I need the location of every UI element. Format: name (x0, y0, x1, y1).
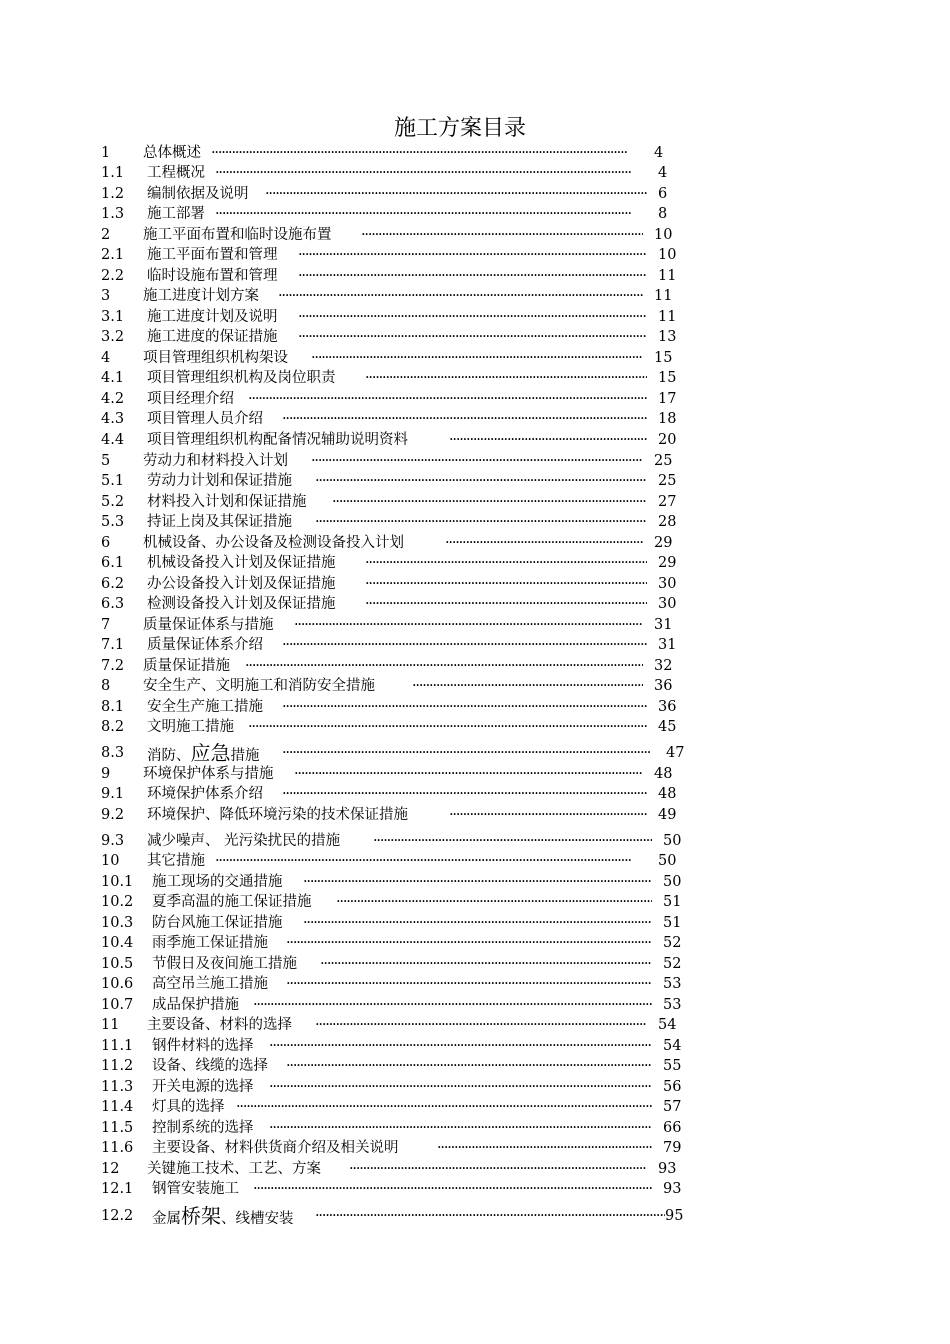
toc-entry-title: 其它措施 (147, 853, 205, 869)
toc-entry (0, 913, 950, 933)
toc-entry-page: 55 (663, 1058, 682, 1074)
toc-entry (0, 553, 950, 573)
toc-leader (215, 851, 647, 871)
toc-entry-page: 4 (654, 145, 664, 161)
toc-entry-number: 11.1 (101, 1038, 134, 1054)
toc-leader (315, 471, 647, 491)
toc-entry-number: 3.1 (101, 309, 125, 325)
toc-entry-number: 4.4 (101, 432, 125, 448)
toc-entry (0, 1138, 950, 1158)
toc-entry-number: 10.2 (101, 894, 134, 910)
toc-entry (0, 512, 950, 532)
toc-entry (0, 676, 950, 696)
toc-entry-title: 项目经理介绍 (147, 391, 234, 407)
toc-leader (320, 954, 652, 974)
toc-entry-title: 文明施工措施 (147, 719, 234, 735)
toc-entry (0, 805, 950, 825)
toc-entry (0, 851, 950, 871)
toc-entry-page: 13 (658, 329, 677, 345)
toc-leader (365, 553, 647, 573)
toc-entry-page: 11 (658, 268, 677, 284)
toc-entry-title: 项目管理组织机构配备情况辅助说明资料 (147, 432, 408, 448)
toc-entry-number: 3 (101, 288, 111, 304)
toc-entry-page: 17 (658, 391, 677, 407)
toc-entry-number: 10.3 (101, 915, 134, 931)
toc-leader (445, 533, 643, 553)
toc-entry-number: 3.2 (101, 329, 125, 345)
toc-leader (294, 764, 643, 784)
toc-entry-page: 4 (658, 165, 668, 181)
toc-leader (286, 974, 652, 994)
toc-entry-page: 47 (666, 745, 685, 761)
toc-entry-number: 6.2 (101, 576, 125, 592)
toc-leader (365, 594, 647, 614)
toc-entry-number: 5.3 (101, 514, 125, 530)
toc-entry-number: 10.5 (101, 956, 134, 972)
toc-entry-title-part: 、线槽安装 (221, 1211, 294, 1227)
toc-entry-number: 7.1 (101, 637, 125, 653)
toc-entry-number: 12.2 (101, 1208, 134, 1224)
toc-entry-number: 8.1 (101, 699, 125, 715)
toc-entry (0, 743, 950, 763)
toc-entry-number: 6.1 (101, 555, 125, 571)
toc-entry-page: 50 (663, 833, 682, 849)
toc-entry (0, 245, 950, 265)
toc-entry-title: 持证上岗及其保证措施 (147, 514, 292, 530)
toc-entry (0, 615, 950, 635)
toc-leader (265, 184, 647, 204)
toc-entry-page: 10 (654, 227, 673, 243)
toc-leader (315, 1206, 665, 1226)
toc-leader (215, 204, 647, 224)
toc-entry-title: 施工平面布置和临时设施布置 (143, 227, 332, 243)
toc-entry (0, 954, 950, 974)
toc-entry-title: 减少噪声、 光污染扰民的措施 (147, 833, 341, 849)
toc-leader (269, 1077, 652, 1097)
toc-leader (298, 266, 647, 286)
toc-entry-title: 编制依据及说明 (147, 186, 249, 202)
toc-entry (0, 764, 950, 784)
toc-entry-title: 工程概况 (147, 165, 205, 181)
toc-entry-page: 52 (663, 956, 682, 972)
toc-entry-page: 25 (654, 453, 673, 469)
toc-entry-page: 79 (663, 1140, 682, 1156)
toc-entry (0, 286, 950, 306)
toc-entry (0, 327, 950, 347)
toc-entry-title: 质量保证措施 (143, 658, 230, 674)
toc-entry (0, 389, 950, 409)
toc-leader (282, 697, 647, 717)
toc-entry-number: 6 (101, 535, 111, 551)
toc-entry (0, 1097, 950, 1117)
toc-entry-title: 总体概述 (143, 145, 201, 161)
toc-entry-title: 成品保护措施 (152, 997, 239, 1013)
toc-leader (373, 831, 652, 851)
toc-entry-number: 11.5 (101, 1120, 134, 1136)
toc-leader (215, 163, 647, 183)
toc-leader (248, 389, 647, 409)
toc-entry-title: 临时设施布置和管理 (147, 268, 278, 284)
toc-entry (0, 266, 950, 286)
toc-leader (236, 1097, 652, 1117)
toc-leader (315, 512, 647, 532)
toc-entry-title: 雨季施工保证措施 (152, 935, 268, 951)
toc-entry-page: 51 (663, 915, 682, 931)
toc-entry-title: 施工部署 (147, 206, 205, 222)
toc-entry (0, 451, 950, 471)
toc-entry (0, 471, 950, 491)
toc-entry-title: 环境保护体系介绍 (147, 786, 263, 802)
toc-entry-page: 53 (663, 997, 682, 1013)
toc-entry (0, 1036, 950, 1056)
toc-entry-number: 11.4 (101, 1099, 134, 1115)
toc-entry (0, 430, 950, 450)
toc-entry (0, 307, 950, 327)
toc-entry (0, 635, 950, 655)
toc-leader (282, 743, 650, 763)
toc-leader (332, 492, 647, 512)
toc-entry-number: 7 (101, 617, 111, 633)
toc-leader (361, 225, 643, 245)
page-title: 施工方案目录 (393, 116, 526, 141)
toc-entry (0, 697, 950, 717)
toc-entry-number: 12 (101, 1161, 120, 1177)
toc-leader (437, 1138, 652, 1158)
toc-entry (0, 974, 950, 994)
toc-entry-number: 11.3 (101, 1079, 134, 1095)
toc-entry-title: 质量保证体系介绍 (147, 637, 263, 653)
toc-entry-number: 2 (101, 227, 111, 243)
toc-entry-title: 灯具的选择 (152, 1099, 225, 1115)
toc-entry-page: 45 (658, 719, 677, 735)
toc-entry-number: 4.2 (101, 391, 125, 407)
toc-entry-title: 劳动力和材料投入计划 (143, 453, 288, 469)
toc-entry-title-part: 金属 (152, 1211, 181, 1227)
toc-entry-page: 48 (654, 766, 673, 782)
toc-leader (449, 430, 647, 450)
toc-entry-title: 施工进度计划方案 (143, 288, 259, 304)
toc-entry-number: 9.3 (101, 833, 125, 849)
toc-entry (0, 533, 950, 553)
toc-entry-page: 10 (658, 247, 677, 263)
toc-leader (303, 913, 652, 933)
toc-entry-title: 办公设备投入计划及保证措施 (147, 576, 336, 592)
toc-entry-page: 93 (658, 1161, 677, 1177)
toc-entry-page: 32 (654, 658, 673, 674)
toc-entry-page: 20 (658, 432, 677, 448)
toc-entry-page: 95 (665, 1208, 684, 1224)
toc-entry-number: 5.1 (101, 473, 125, 489)
toc-entry-title (147, 743, 260, 766)
toc-entry-title: 检测设备投入计划及保证措施 (147, 596, 336, 612)
toc-entry-page: 36 (654, 678, 673, 694)
toc-leader (412, 676, 643, 696)
toc-entry (0, 656, 950, 676)
toc-entry-number: 11.2 (101, 1058, 134, 1074)
toc-leader (365, 368, 647, 388)
toc-entry-title: 施工平面布置和管理 (147, 247, 278, 263)
toc-entry (0, 784, 950, 804)
toc-entry-page: 25 (658, 473, 677, 489)
toc-entry-title: 机械设备、办公设备及检测设备投入计划 (143, 535, 404, 551)
toc-entry (0, 492, 950, 512)
toc-entry-title-part: 措施 (230, 748, 260, 764)
toc-entry-number: 11.6 (101, 1140, 134, 1156)
toc-entry-number: 8.3 (101, 745, 125, 761)
toc-entry-number: 2.2 (101, 268, 125, 284)
toc-entry (0, 892, 950, 912)
toc-entry-title-emphasis: 应急 (190, 741, 231, 765)
toc-entry (0, 225, 950, 245)
toc-entry (0, 184, 950, 204)
toc-entry (0, 1159, 950, 1179)
toc-entry-page: 11 (658, 309, 677, 325)
toc-entry-page: 18 (658, 411, 677, 427)
toc-entry-page: 53 (663, 976, 682, 992)
toc-leader (298, 307, 647, 327)
toc-entry (0, 933, 950, 953)
toc-entry-number: 4.3 (101, 411, 125, 427)
toc-entry-number: 12.1 (101, 1181, 134, 1197)
toc-leader (294, 615, 643, 635)
toc-entry (0, 1118, 950, 1138)
toc-leader (298, 327, 647, 347)
toc-entry-number: 9 (101, 766, 111, 782)
toc-entry (0, 1056, 950, 1076)
toc-leader (253, 995, 652, 1015)
toc-entry (0, 163, 950, 183)
toc-entry (0, 204, 950, 224)
toc-entry-title: 钢件材料的选择 (152, 1038, 254, 1054)
toc-leader (303, 872, 652, 892)
toc-entry (0, 368, 950, 388)
toc-entry-number: 1.3 (101, 206, 125, 222)
toc-entry-title: 材料投入计划和保证措施 (147, 494, 307, 510)
toc-entry-page: 30 (658, 596, 677, 612)
toc-entry (0, 995, 950, 1015)
toc-entry-page: 50 (663, 874, 682, 890)
toc-entry (0, 143, 950, 163)
toc-entry-page: 6 (658, 186, 668, 202)
toc-entry-title: 施工进度的保证措施 (147, 329, 278, 345)
toc-entry-number: 4.1 (101, 370, 125, 386)
toc-entry-number: 11 (101, 1017, 120, 1033)
toc-leader (253, 1179, 652, 1199)
toc-entry-title: 主要设备、材料的选择 (147, 1017, 292, 1033)
toc-entry-title: 钢管安装施工 (152, 1181, 239, 1197)
toc-entry-page: 49 (658, 807, 677, 823)
toc-entry-page: 93 (663, 1181, 682, 1197)
toc-entry-page: 15 (658, 370, 677, 386)
toc-entry-title: 夏季高温的施工保证措施 (152, 894, 312, 910)
toc-entry-page: 31 (654, 617, 673, 633)
toc-entry-page: 8 (658, 206, 668, 222)
toc-entry-page: 28 (658, 514, 677, 530)
toc-entry-number: 4 (101, 350, 111, 366)
toc-entry-title: 防台风施工保证措施 (152, 915, 283, 931)
toc-entry-page: 15 (654, 350, 673, 366)
toc-entry-title: 环境保护体系与措施 (143, 766, 274, 782)
toc-entry-page: 30 (658, 576, 677, 592)
toc-entry-title: 项目管理组织机构架设 (143, 350, 288, 366)
toc-leader (269, 1036, 652, 1056)
toc-entry (0, 1015, 950, 1035)
toc-entry-title: 高空吊兰施工措施 (152, 976, 268, 992)
toc-entry (0, 1179, 950, 1199)
toc-entry-number: 9.1 (101, 786, 125, 802)
toc-entry-title-emphasis: 桥架 (181, 1204, 221, 1228)
toc-entry-title-part: 消防、 (147, 748, 191, 764)
toc-entry-page: 66 (663, 1120, 682, 1136)
toc-entry-number: 5 (101, 453, 111, 469)
toc-entry-number: 10.6 (101, 976, 134, 992)
toc-entry-page: 50 (658, 853, 677, 869)
toc-entry-page: 31 (658, 637, 677, 653)
toc-entry-number: 10.7 (101, 997, 134, 1013)
toc-entry-page: 54 (658, 1017, 677, 1033)
toc-entry-number: 10.1 (101, 874, 134, 890)
toc-entry (0, 574, 950, 594)
toc-leader (298, 245, 647, 265)
toc-entry-page: 11 (654, 288, 673, 304)
toc-entry-number: 7.2 (101, 658, 125, 674)
toc-entry (0, 1206, 950, 1226)
toc-entry-title: 控制系统的选择 (152, 1120, 254, 1136)
toc-entry-page: 56 (663, 1079, 682, 1095)
toc-entry-title: 施工进度计划及说明 (147, 309, 278, 325)
toc-entry (0, 348, 950, 368)
toc-leader (282, 409, 647, 429)
toc-leader (245, 656, 643, 676)
toc-entry-title: 劳动力计划和保证措施 (147, 473, 292, 489)
toc-leader (449, 805, 647, 825)
toc-leader (365, 574, 647, 594)
toc-leader (286, 933, 652, 953)
toc-entry-page: 29 (658, 555, 677, 571)
toc-leader (248, 717, 647, 737)
toc-entry (0, 594, 950, 614)
toc-entry-title: 安全生产、文明施工和消防安全措施 (143, 678, 375, 694)
toc-leader (282, 635, 647, 655)
toc-entry-number: 1 (101, 145, 111, 161)
toc-leader (349, 1159, 647, 1179)
toc-entry-page: 36 (658, 699, 677, 715)
toc-entry-number: 8.2 (101, 719, 125, 735)
toc-entry-page: 48 (658, 786, 677, 802)
toc-entry (0, 872, 950, 892)
toc-entry-number: 10 (101, 853, 120, 869)
toc-leader (286, 1056, 652, 1076)
toc-entry (0, 717, 950, 737)
toc-leader (311, 451, 643, 471)
toc-entry-page: 29 (654, 535, 673, 551)
toc-entry (0, 1077, 950, 1097)
toc-entry-number: 8 (101, 678, 111, 694)
toc-entry-number: 1.2 (101, 186, 125, 202)
toc-entry-title: 机械设备投入计划及保证措施 (147, 555, 336, 571)
toc-entry-number: 2.1 (101, 247, 125, 263)
toc-leader (311, 348, 643, 368)
toc-leader (211, 143, 643, 163)
toc-leader (278, 286, 643, 306)
toc-leader (315, 1015, 647, 1035)
toc-entry-number: 10.4 (101, 935, 134, 951)
toc-entry-title: 施工现场的交通措施 (152, 874, 283, 890)
toc-entry-number: 6.3 (101, 596, 125, 612)
toc-entry-title (152, 1206, 294, 1229)
toc-leader (282, 784, 647, 804)
toc-entry-number: 9.2 (101, 807, 125, 823)
toc-entry-number: 5.2 (101, 494, 125, 510)
toc-entry-title: 关键施工技术、工艺、方案 (147, 1161, 321, 1177)
toc-entry-title: 主要设备、材料供货商介绍及相关说明 (152, 1140, 399, 1156)
toc-entry-title: 开关电源的选择 (152, 1079, 254, 1095)
toc-leader (269, 1118, 652, 1138)
toc-entry-page: 57 (663, 1099, 682, 1115)
toc-entry-page: 52 (663, 935, 682, 951)
toc-entry-page: 27 (658, 494, 677, 510)
toc-entry-title: 项目管理组织机构及岗位职责 (147, 370, 336, 386)
toc-entry-title: 节假日及夜间施工措施 (152, 956, 297, 972)
toc-entry-title: 设备、线缆的选择 (152, 1058, 268, 1074)
toc-entry-title: 项目管理人员介绍 (147, 411, 263, 427)
toc-entry-page: 51 (663, 894, 682, 910)
toc-entry-title: 质量保证体系与措施 (143, 617, 274, 633)
toc-entry-title: 环境保护、降低环境污染的技术保证措施 (147, 807, 408, 823)
toc-entry-title: 安全生产施工措施 (147, 699, 263, 715)
toc-leader (336, 892, 652, 912)
toc-entry-page: 54 (663, 1038, 682, 1054)
toc-entry (0, 409, 950, 429)
toc-entry-number: 1.1 (101, 165, 125, 181)
toc-entry (0, 831, 950, 851)
